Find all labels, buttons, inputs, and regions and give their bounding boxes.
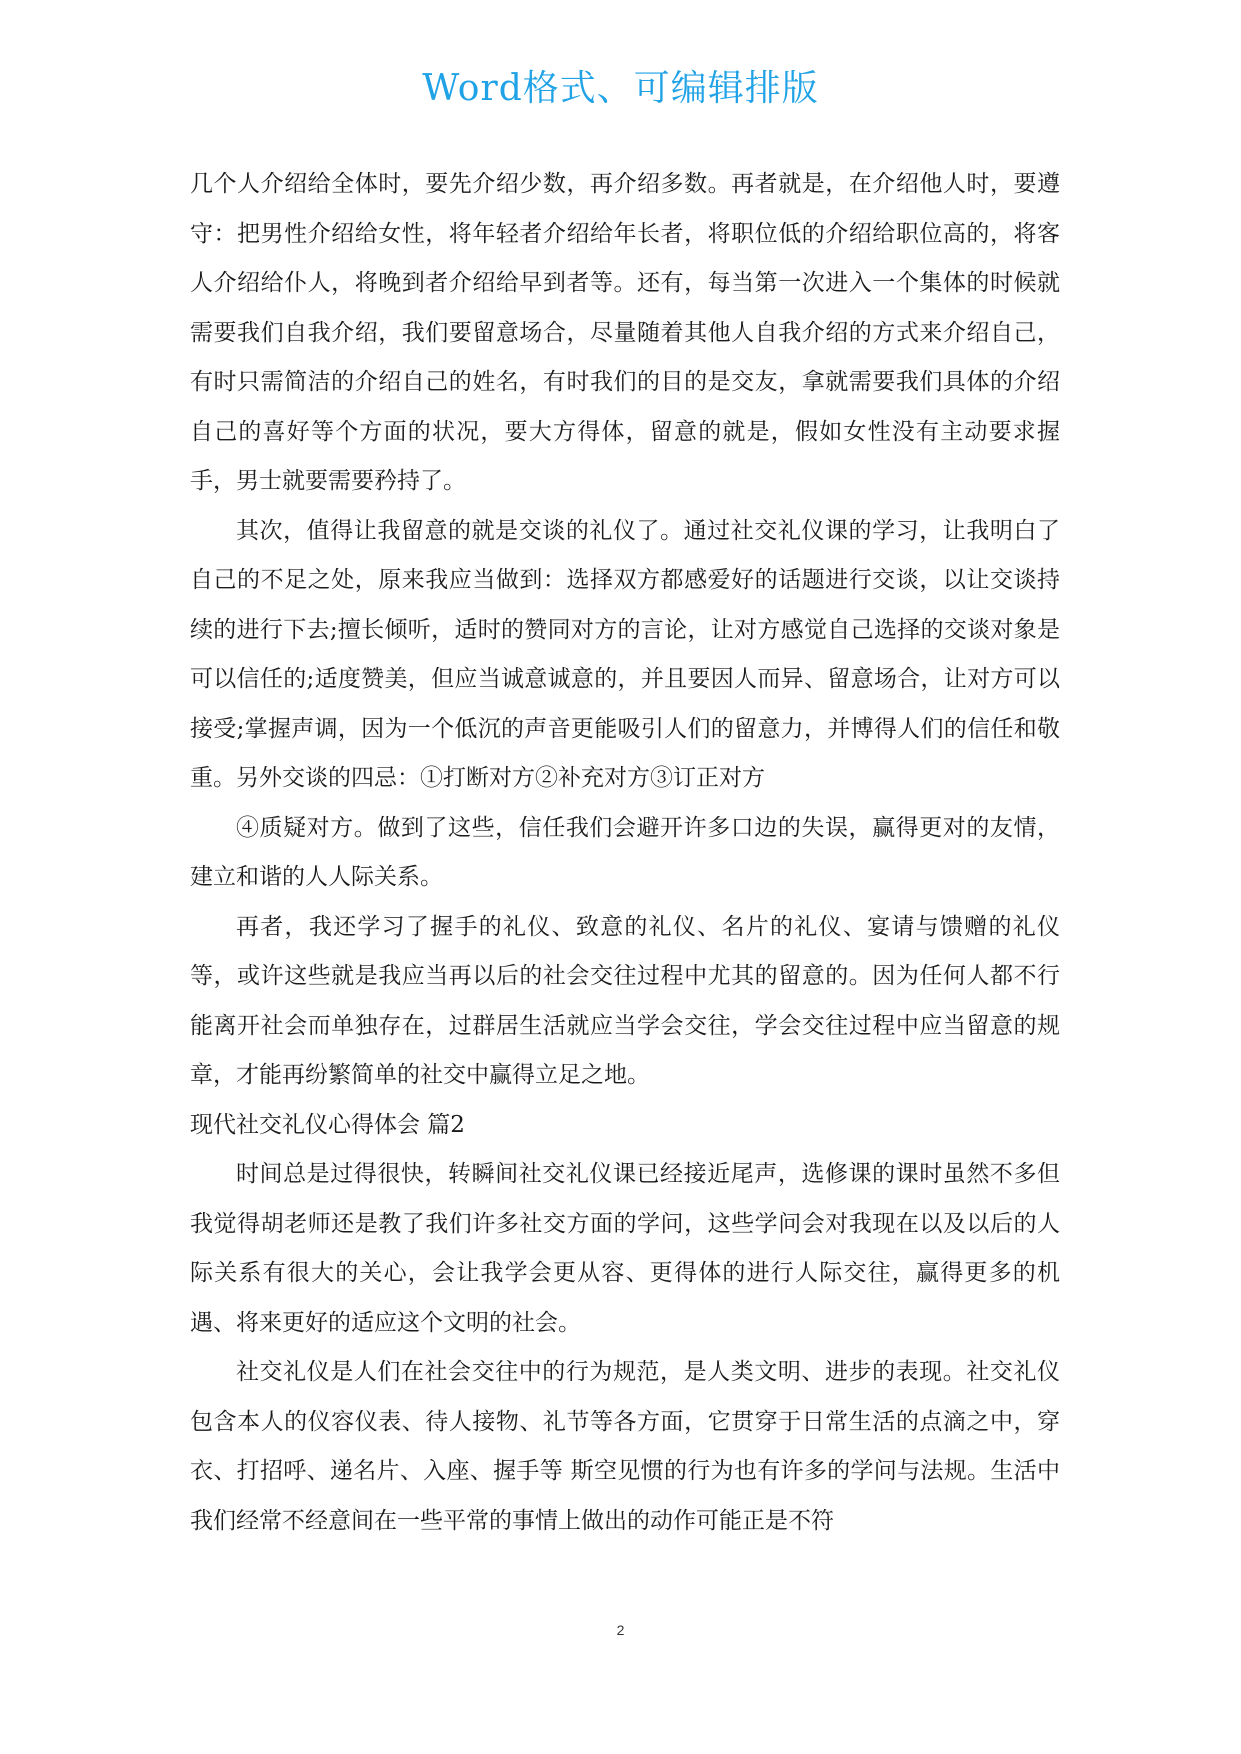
page-number: 2 [616,1622,625,1638]
paragraph-2: 其次，值得让我留意的就是交谈的礼仪了。通过社交礼仪课的学习，让我明白了自己的不足之处，原来我应当做到：选择双方都感爱好的话题进行交谈，以让交谈持续的进行下去;擅长倾听，适时的赞同对方的言论，让对方感觉自己选择的交谈对象是可以信任的;适度赞美，但应当诚意诚意的，并且要因人而异、留意场合，让对方可以接受;掌握声调，因为一个低沉的声音更能吸引人们的留意力，并博得人们的信任和敬重。另外交谈的四忌：①打断对方②补充对方③订正对方 [190,517,1060,791]
paragraph-5: 时间总是过得很快，转瞬间社交礼仪课已经接近尾声，选修课的课时虽然不多但我觉得胡老师还是教了我们许多社交方面的学问，这些学问会对我现在以及以后的人际关系有很大的关心，会让我学会更从容、更得体的进行人际交往，赢得更多的机遇、将来更好的适应这个文明的社会。 [190,1161,1060,1336]
page-header-title: Word格式、可编辑排版 [422,68,819,109]
section-heading: 现代社交礼仪心得体会 篇2 [190,1111,465,1138]
paragraph-3: ④质疑对方。做到了这些，信任我们会避开许多口边的失误，赢得更对的友情，建立和谐的人人际关系。 [190,814,1060,890]
paragraph-1: 几个人介绍给全体时，要先介绍少数，再介绍多数。再者就是，在介绍他人时，要遵守：把男性介绍给女性，将年轻者介绍给年长者，将职位低的介绍给职位高的，将客人介绍给仆人，将晚到者介绍给早到者等。还有，每当第一次进入一个集体的时候就需要我们自我介绍，我们要留意场合，尽量随着其他人自我介绍的方式来介绍自己，有时只需简洁的介绍自己的姓名，有时我们的目的是交友，拿就需要我们具体的介绍自己的喜好等个方面的状况，要大方得体，留意的就是，假如女性没有主动要求握手，男士就要需要矜持了。 [190,171,1060,494]
paragraph-6: 社交礼仪是人们在社会交往中的行为规范，是人类文明、进步的表现。社交礼仪包含本人的仪容仪表、待人接物、礼节等各方面，它贯穿于日常生活的点滴之中，穿衣、打招呼、递名片、入座、握手等 斯空见惯的行为也有许多的学问与法规。生活中我们经常不经意间在一些平常的事情上做出的动作可能正是不符 [190,1359,1060,1534]
paragraph-4: 再者，我还学习了握手的礼仪、致意的礼仪、名片的礼仪、宴请与馈赠的礼仪等，或许这些就是我应当再以后的社会交往过程中尤其的留意的。因为任何人都不行能离开社会而单独存在，过群居生活就应当学会交往，学会交往过程中应当留意的规章，才能再纷繁简单的社交中赢得立足之地。 [190,913,1060,1088]
document-body [190,160,1060,1546]
